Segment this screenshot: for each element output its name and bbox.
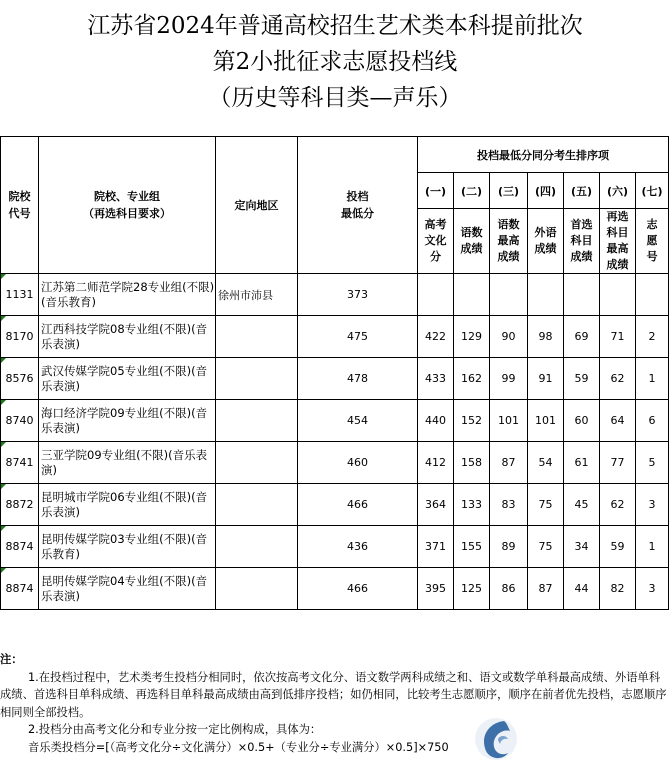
- row-culture-score: 371: [418, 526, 454, 568]
- table-row: [1, 484, 669, 526]
- row-chinese-math-max: 83: [490, 484, 528, 526]
- table-row: [1, 358, 669, 400]
- notes: [0, 651, 668, 756]
- header-sub-label: 志 愿 号: [636, 209, 669, 274]
- header-sub-num: (一): [418, 173, 454, 209]
- row-school-name: 武汉传媒学院05专业组(不限)(音乐表演): [39, 358, 216, 400]
- row-foreign-lang: 75: [528, 526, 564, 568]
- row-second-subject-max: [600, 274, 636, 316]
- row-preference-no: 6: [636, 400, 669, 442]
- row-region: [216, 442, 298, 484]
- row-culture-score: 412: [418, 442, 454, 484]
- row-culture-score: 395: [418, 568, 454, 610]
- table-row: [1, 442, 669, 484]
- row-chinese-math: 125: [454, 568, 490, 610]
- row-preference-no: 3: [636, 484, 669, 526]
- row-code: 8741: [1, 442, 39, 484]
- row-preference-no: 1: [636, 358, 669, 400]
- header-sub-num: (三): [490, 173, 528, 209]
- row-second-subject-max: 62: [600, 358, 636, 400]
- row-culture-score: [418, 274, 454, 316]
- row-region: [216, 316, 298, 358]
- row-foreign-lang: 98: [528, 316, 564, 358]
- row-school-name: 三亚学院09专业组(不限)(音乐表演): [39, 442, 216, 484]
- table-row: [1, 316, 669, 358]
- row-second-subject-max: 77: [600, 442, 636, 484]
- row-second-subject-max: 59: [600, 526, 636, 568]
- header-sub-num: (七): [636, 173, 669, 209]
- row-first-subject: 69: [564, 316, 600, 358]
- table-row: [1, 568, 669, 610]
- row-min-score: 373: [298, 274, 418, 316]
- table-row: [1, 400, 669, 442]
- row-code: 8170: [1, 316, 39, 358]
- row-chinese-math-max: [490, 274, 528, 316]
- row-code: 8872: [1, 484, 39, 526]
- row-region: 徐州市沛县: [216, 274, 298, 316]
- row-foreign-lang: 54: [528, 442, 564, 484]
- note-3: 音乐类投档分=[（高考文化分÷文化满分）×0.5+（专业分÷专业满分）×0.5]×750: [28, 740, 449, 754]
- header-sub-label: 外语 成绩: [528, 209, 564, 274]
- row-preference-no: 3: [636, 568, 669, 610]
- row-chinese-math-max: 86: [490, 568, 528, 610]
- row-chinese-math-max: 89: [490, 526, 528, 568]
- row-code: 8740: [1, 400, 39, 442]
- row-school-name: 海口经济学院09专业组(不限)(音乐表演): [39, 400, 216, 442]
- row-code: 8874: [1, 568, 39, 610]
- row-chinese-math: 129: [454, 316, 490, 358]
- row-second-subject-max: 82: [600, 568, 636, 610]
- row-first-subject: 60: [564, 400, 600, 442]
- header-sub-num: (五): [564, 173, 600, 209]
- row-min-score: 436: [298, 526, 418, 568]
- row-region: [216, 400, 298, 442]
- row-first-subject: 59: [564, 358, 600, 400]
- header-school: 院校、专业组 （再选科目要求）: [39, 137, 216, 274]
- row-chinese-math: [454, 274, 490, 316]
- score-table: [0, 136, 669, 610]
- row-chinese-math: 152: [454, 400, 490, 442]
- row-code: 1131: [1, 274, 39, 316]
- row-school-name: 昆明城市学院06专业组(不限)(音乐表演): [39, 484, 216, 526]
- row-chinese-math-max: 90: [490, 316, 528, 358]
- header-sub-num: (六): [600, 173, 636, 209]
- row-foreign-lang: 75: [528, 484, 564, 526]
- watermark-logo-icon: [474, 713, 518, 765]
- header-sub-label: 高考 文化 分: [418, 209, 454, 274]
- row-region: [216, 358, 298, 400]
- table-row: [1, 274, 669, 316]
- row-preference-no: 1: [636, 526, 669, 568]
- header-region: 定向地区: [216, 137, 298, 274]
- row-second-subject-max: 71: [600, 316, 636, 358]
- header-sub-label: 再选 科目 最高 成绩: [600, 209, 636, 274]
- table-body: [1, 274, 669, 610]
- row-second-subject-max: 62: [600, 484, 636, 526]
- page-title-line3: （历史等科目类—声乐）: [208, 85, 462, 111]
- header-code: 院校 代号: [1, 137, 39, 274]
- row-min-score: 478: [298, 358, 418, 400]
- row-first-subject: [564, 274, 600, 316]
- header-sub-label: 语数 最高 成绩: [490, 209, 528, 274]
- page-title-line2: 第2小批征求志愿投档线: [212, 49, 458, 75]
- row-min-score: 475: [298, 316, 418, 358]
- row-chinese-math: 133: [454, 484, 490, 526]
- table-row: [1, 526, 669, 568]
- row-chinese-math: 162: [454, 358, 490, 400]
- row-first-subject: 45: [564, 484, 600, 526]
- row-preference-no: 5: [636, 442, 669, 484]
- row-foreign-lang: 101: [528, 400, 564, 442]
- row-school-name: 昆明传媒学院03专业组(不限)(音乐教育): [39, 526, 216, 568]
- row-second-subject-max: 64: [600, 400, 636, 442]
- header-min-score: 投档 最低分: [298, 137, 418, 274]
- row-chinese-math: 155: [454, 526, 490, 568]
- note-1: 1.在投档过程中，艺术类考生投档分相同时，依次按高考文化分、语文数学两科成绩之和、语文或数学单科最高成绩、外语单科成绩、首选科目单科成绩、再选科目单科最高成绩由高到低排序投档；如仍相同，比较考生志愿顺序，顺序在前者优先投档，志愿顺序相同则全部投档。: [0, 670, 667, 719]
- page-title-line1: 江苏省2024年普通高校招生艺术类本科提前批次: [87, 13, 583, 39]
- row-min-score: 466: [298, 484, 418, 526]
- header-sub-num: (四): [528, 173, 564, 209]
- header-sub-label: 语数 成绩: [454, 209, 490, 274]
- row-first-subject: 34: [564, 526, 600, 568]
- row-region: [216, 526, 298, 568]
- row-foreign-lang: [528, 274, 564, 316]
- header-sub-label: 首选 科目 成绩: [564, 209, 600, 274]
- row-school-name: 昆明传媒学院04专业组(不限)(音乐表演): [39, 568, 216, 610]
- row-culture-score: 433: [418, 358, 454, 400]
- row-code: 8576: [1, 358, 39, 400]
- row-chinese-math-max: 99: [490, 358, 528, 400]
- row-chinese-math-max: 101: [490, 400, 528, 442]
- row-min-score: 466: [298, 568, 418, 610]
- note-2: 2.投档分由高考文化分和专业分按一定比例构成，具体为：: [28, 723, 322, 736]
- row-preference-no: 2: [636, 316, 669, 358]
- row-region: [216, 568, 298, 610]
- row-foreign-lang: 91: [528, 358, 564, 400]
- row-preference-no: [636, 274, 669, 316]
- row-first-subject: 61: [564, 442, 600, 484]
- row-first-subject: 44: [564, 568, 600, 610]
- row-chinese-math: 158: [454, 442, 490, 484]
- header-tie-group: 投档最低分同分考生排序项: [418, 137, 669, 173]
- row-school-name: 江西科技学院08专业组(不限)(音乐表演): [39, 316, 216, 358]
- header-sub-num: (二): [454, 173, 490, 209]
- row-school-name: 江苏第二师范学院28专业组(不限)(音乐教育): [39, 274, 216, 316]
- row-min-score: 460: [298, 442, 418, 484]
- row-foreign-lang: 87: [528, 568, 564, 610]
- row-region: [216, 484, 298, 526]
- row-code: 8874: [1, 526, 39, 568]
- row-culture-score: 364: [418, 484, 454, 526]
- row-chinese-math-max: 87: [490, 442, 528, 484]
- notes-label: 注：: [0, 653, 23, 666]
- row-culture-score: 440: [418, 400, 454, 442]
- row-min-score: 454: [298, 400, 418, 442]
- row-culture-score: 422: [418, 316, 454, 358]
